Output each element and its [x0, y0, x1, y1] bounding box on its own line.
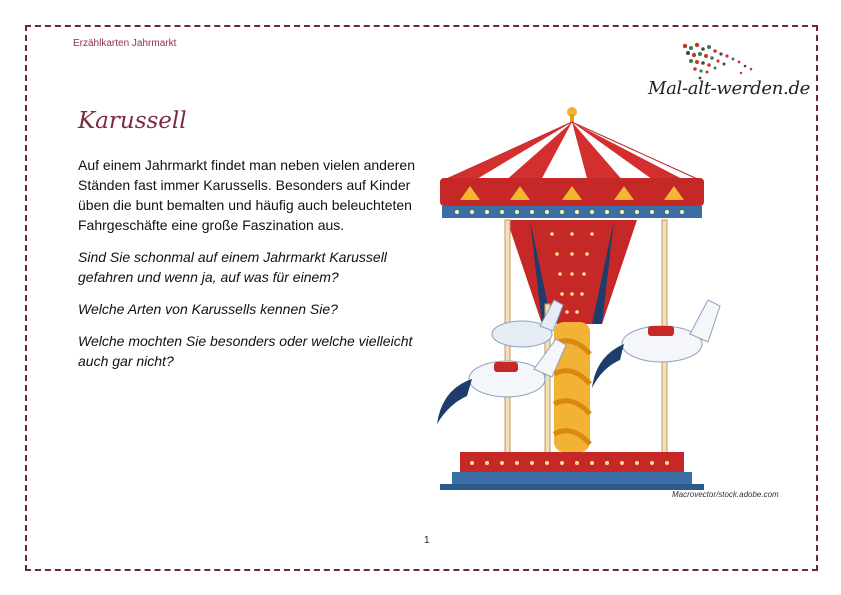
card-body	[78, 155, 423, 383]
question-1: Sind Sie schonmal auf einem Jahrmarkt Karussell gefahren und wenn ja, auf was für einem?	[78, 249, 387, 285]
question-3: Welche mochten Sie besonders oder welche vielleicht auch gar nicht?	[78, 333, 413, 369]
horse-right	[592, 300, 720, 388]
image-credit: Macrovector/stock.adobe.com	[672, 490, 779, 499]
logo-text: Mal-alt-werden.de	[648, 78, 811, 99]
horse-back	[492, 300, 563, 347]
carousel-illustration	[412, 104, 732, 494]
question-2: Welche Arten von Karussells kennen Sie?	[78, 301, 338, 317]
intro-paragraph: Auf einem Jahrmarkt findet man neben vielen anderen Ständen fast immer Karussells. Besonders auf Kinder üben die bunt bemalten und häufig auch beleuchteten Fahrgeschäfte eine große Faszination aus.	[78, 157, 415, 233]
card-title: Karussell	[78, 108, 187, 134]
page-number: 1	[424, 535, 430, 546]
header-label: Erzählkarten Jahrmarkt	[73, 38, 177, 49]
